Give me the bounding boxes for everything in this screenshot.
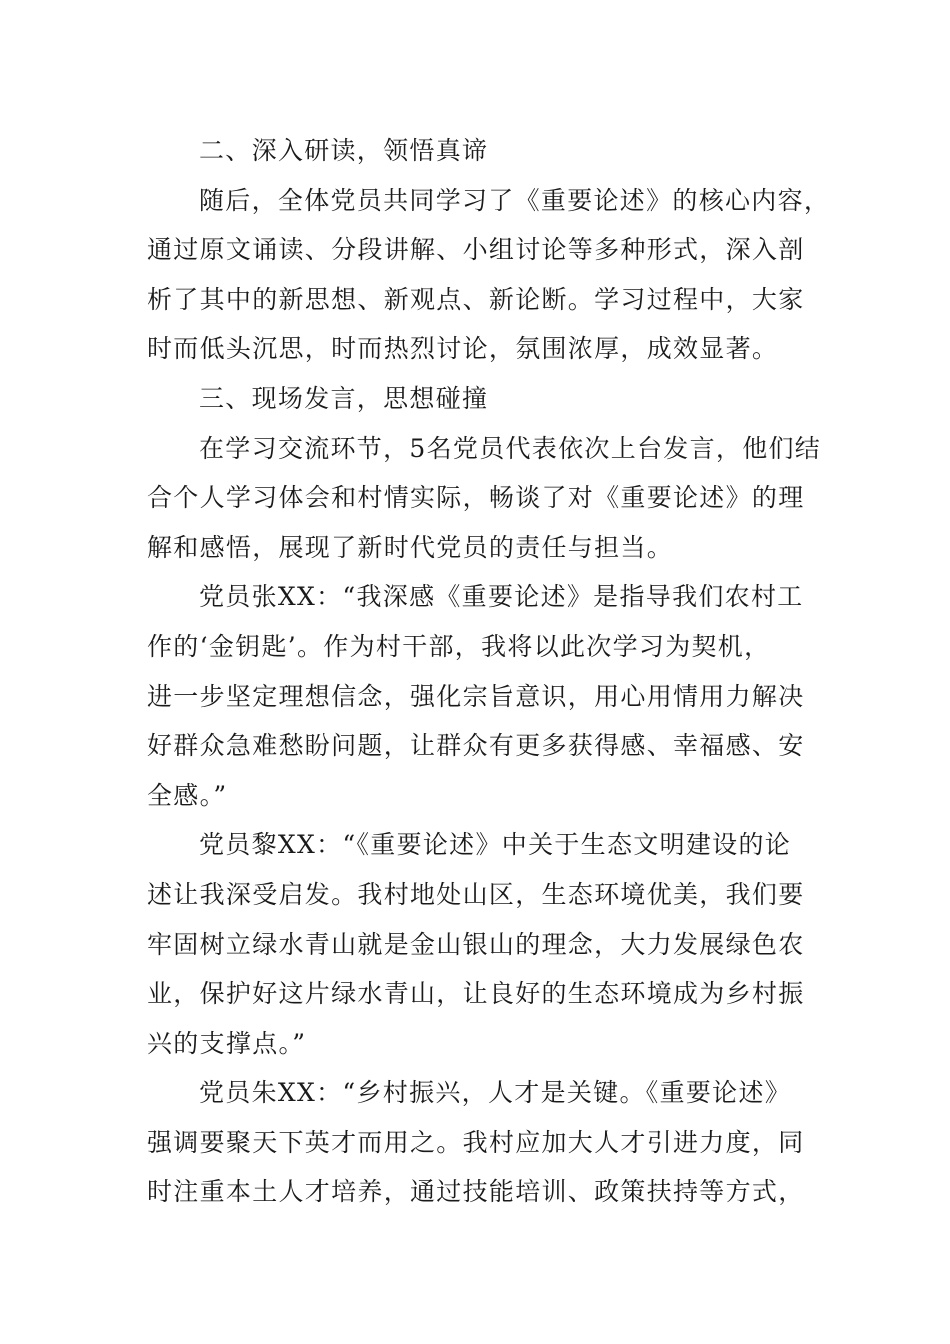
speech-li-line: 牢固树立绿水青山就是金山银山的理念，大力发展绿色农: [147, 929, 805, 959]
speech-li-line: 业，保护好这片绿水青山，让良好的生态环境成为乡村振: [147, 979, 805, 1009]
speech-zhang-line: 进一步坚定理想信念，强化宗旨意识，用心用情用力解决: [147, 681, 805, 711]
speech-zhang-line: 作的‘金钥匙’。作为村干部，我将以此次学习为契机，: [147, 631, 771, 661]
speech-zhang-line: 党员张XX：“我深感《重要论述》是指导我们农村工: [199, 582, 804, 612]
speech-li-line: 述让我深受启发。我村地处山区，生态环境优美，我们要: [147, 879, 805, 909]
speech-zhu-line: 强调要聚天下英才而用之。我村应加大人才引进力度，同: [147, 1127, 805, 1157]
speech-zhang-line: 好群众急难愁盼问题，让群众有更多获得感、幸福感、安: [147, 731, 805, 761]
paragraph-line: 合个人学习体会和村情实际，畅谈了对《重要论述》的理: [147, 483, 805, 513]
section-heading-2: 二、深入研读，领悟真谛: [199, 136, 489, 165]
paragraph-line: 随后，全体党员共同学习了《重要论述》的核心内容，: [199, 185, 831, 215]
speech-zhang-line: 全感。”: [147, 780, 228, 810]
speech-li-line: 党员黎XX：“《重要论述》中关于生态文明建设的论: [199, 830, 792, 860]
speech-zhu-line: 党员朱XX：“乡村振兴，人才是关键。《重要论述》: [199, 1078, 792, 1108]
paragraph-line: 解和感悟，展现了新时代党员的责任与担当。: [147, 532, 674, 562]
speech-zhu-line: 时注重本土人才培养，通过技能培训、政策扶持等方式，: [147, 1177, 805, 1207]
paragraph-line: 析了其中的新思想、新观点、新论断。学习过程中，大家: [147, 284, 805, 314]
paragraph-line: 在学习交流环节，5名党员代表依次上台发言，他们结: [199, 433, 822, 463]
paragraph-line: 时而低头沉思，时而热烈讨论，氛围浓厚，成效显著。: [147, 334, 779, 364]
section-heading-3: 三、现场发言，思想碰撞: [199, 383, 489, 413]
document-body: [147, 126, 831, 1217]
paragraph-line: 通过原文诵读、分段讲解、小组讨论等多种形式，深入剖: [147, 235, 805, 265]
speech-li-line: 兴的支撑点。”: [147, 1028, 307, 1058]
